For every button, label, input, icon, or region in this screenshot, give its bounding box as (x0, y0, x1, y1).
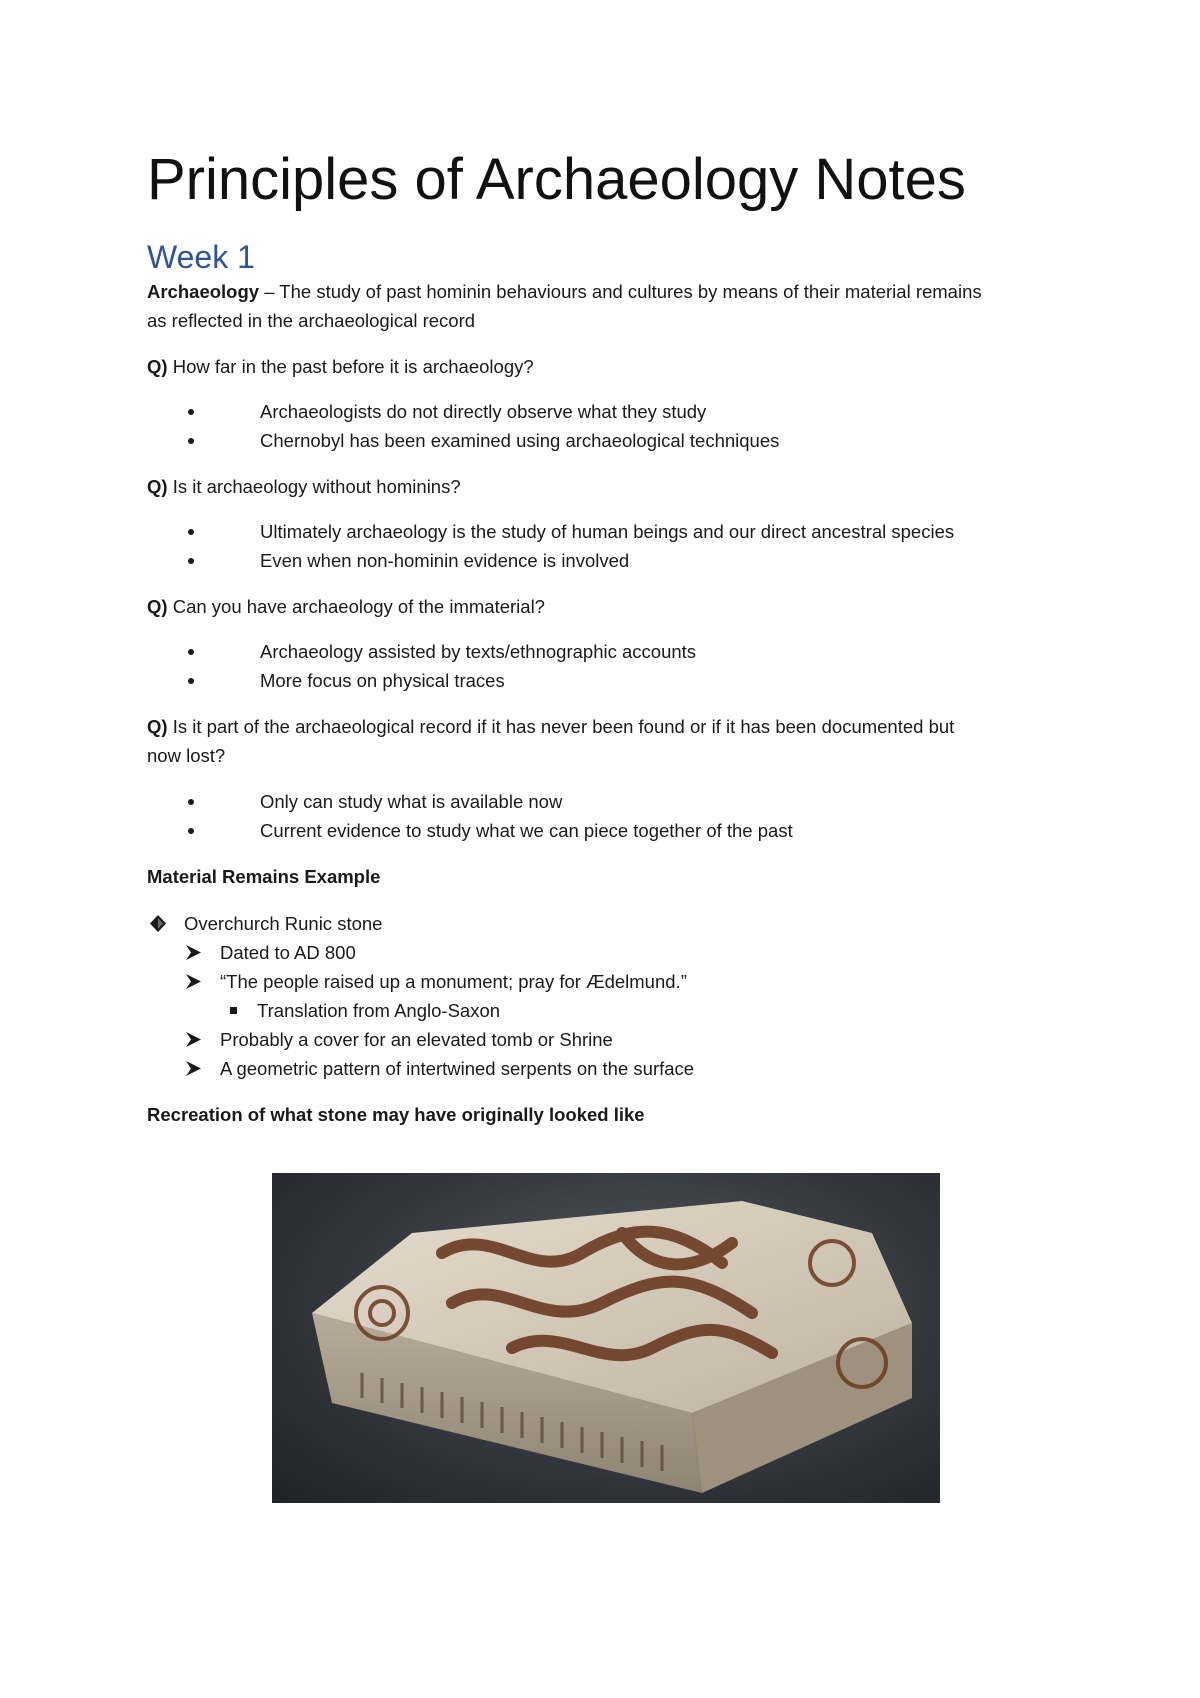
definition-line-1 (147, 277, 982, 306)
example-point: “The people raised up a monument; pray for Ædelmund.” (220, 971, 687, 992)
material-heading: Material Remains Example (147, 866, 381, 887)
example-point: A geometric pattern of intertwined serpents on the surface (220, 1058, 695, 1079)
week-heading: Week 1 (147, 239, 255, 275)
question-text: Is it part of the archaeological record if it has never been found or if it has been documented but (167, 716, 955, 737)
question-text: Is it archaeology without hominins? (167, 476, 461, 497)
recreation-heading: Recreation of what stone may have originally looked like (147, 1104, 645, 1125)
runic-stone-illustration (272, 1173, 940, 1503)
question-1 (147, 352, 534, 381)
bullet-icon (181, 666, 201, 695)
document-page: Principles of Archaeology Notes Week 1 Archaeology – The study of past hominin behaviours and cultures by means of their material remains as reflected in the archaeological record Q) How far in the past before it is archaeology? Archaeologists do not directly observe what they study Chernobyl has been examined using archaeological techniques Q) Is it archaeology without hominins? Ultimately archaeology is the study of human beings and our direct ancestral species Even when non-hominin evidence is involved Q) Can you have archaeology of the immaterial? Archaeology assisted by texts/ethnographic accounts More focus on physical traces Q) Is it part of the archaeological record if it has never been found or if it has been documented but now lost? Only can study what is available now Current evidence to study what we can piece together of the past Material Remains Example Overchurch Runic stone Dated to AD 800 “The people raised up a monument; pray for Ædelmund.” Translation from Anglo-Saxon Probably a cover for an elevated tomb or Shrine A geometric pattern of intertwined serpents on the surface Recreation of what stone may have originally looked like (0, 0, 1200, 1698)
bullet-icon (181, 426, 201, 455)
example-point: Dated to AD 800 (220, 942, 356, 963)
question-label: Q) (147, 476, 168, 497)
bullet-icon (181, 517, 201, 546)
bullet-icon (181, 637, 201, 666)
bullet-icon (181, 397, 201, 426)
arrow-bullet-icon (183, 1054, 205, 1083)
arrow-bullet-icon (183, 938, 205, 967)
runic-stone-image (272, 1173, 940, 1503)
question-3 (147, 592, 545, 621)
question-4-continued: now lost? (147, 745, 226, 766)
definition-line-2: as reflected in the archaeological record (147, 310, 476, 331)
definition-term: Archaeology (147, 281, 260, 302)
question-4 (147, 712, 954, 741)
question-text: Can you have archaeology of the immaterial? (167, 596, 545, 617)
arrow-bullet-icon (183, 1025, 205, 1054)
example-point: Probably a cover for an elevated tomb or Shrine (220, 1029, 613, 1050)
question-label: Q) (147, 716, 168, 737)
arrow-bullet-icon (183, 967, 205, 996)
page-title: Principles of Archaeology Notes (147, 147, 966, 212)
example-item: Overchurch Runic stone (184, 913, 383, 934)
square-bullet-icon (223, 996, 245, 1025)
bullet-icon (181, 546, 201, 575)
question-text: How far in the past before it is archaeology? (167, 356, 534, 377)
diamond-bullet-icon (147, 909, 169, 938)
example-subpoint: Translation from Anglo-Saxon (257, 1000, 501, 1021)
question-2 (147, 472, 461, 501)
question-label: Q) (147, 356, 168, 377)
bullet-icon (181, 816, 201, 845)
definition-text: – The study of past hominin behaviours and cultures by means of their material remains (259, 281, 982, 302)
question-label: Q) (147, 596, 168, 617)
bullet-icon (181, 787, 201, 816)
